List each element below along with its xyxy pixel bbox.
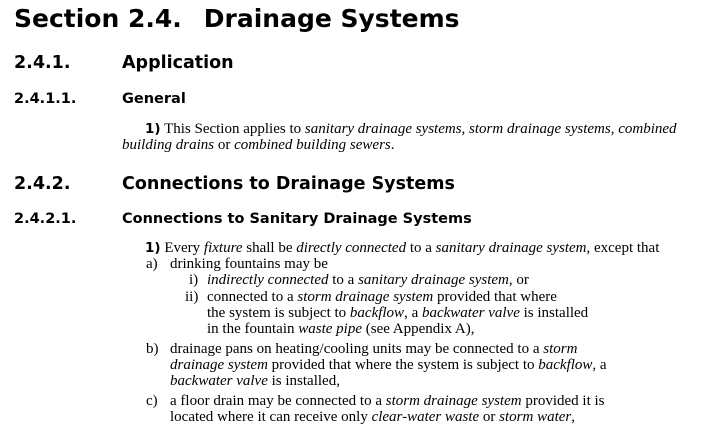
subsection-number-2-4-1: 2.4.1. (14, 53, 71, 73)
section-heading (14, 2, 460, 36)
article-title-general: General (122, 91, 186, 107)
subclause-i-text: indirectly connected to a sanitary drainage system, or (207, 272, 529, 288)
clause-c-line-1: a floor drain may be connected to a storm drainage system provided it is (170, 393, 605, 409)
article-title-sanitary-connections: Connections to Sanitary Drainage Systems (122, 211, 472, 227)
sentence-2-4-1-1-line-1: 1) This Section applies to sanitary drainage systems, storm drainage systems, combined (145, 121, 677, 137)
subsection-number-2-4-2: 2.4.2. (14, 174, 71, 194)
subclause-ii-line-3: in the fountain waste pipe (see Appendix A), (207, 321, 475, 337)
section-title: Drainage Systems (203, 4, 460, 33)
subclause-ii-line-1: connected to a storm drainage system provided that where (207, 289, 557, 305)
article-number-2-4-1-1: 2.4.1.1. (14, 91, 77, 107)
sentence-number: 1) (145, 121, 161, 137)
sentence-2-4-1-1-line-2: building drains or combined building sewers. (122, 137, 395, 153)
clause-b-line-2: drainage system provided that where the system is subject to backflow, a (170, 357, 607, 373)
sentence-number: 1) (145, 240, 161, 256)
defined-term: building drains (122, 137, 215, 153)
clause-b-label: b) (146, 341, 159, 357)
subsection-title-application: Application (122, 53, 234, 73)
subsection-title-connections: Connections to Drainage Systems (122, 174, 455, 194)
article-number-2-4-2-1: 2.4.2.1. (14, 211, 77, 227)
subclause-i-label: i) (189, 272, 199, 288)
subclause-ii-line-2: the system is subject to backflow, a backwater valve is installed (207, 305, 589, 321)
subclause-ii-label: ii) (185, 289, 199, 305)
defined-term: sanitary drainage systems, storm drainage systems, combined (304, 121, 677, 137)
clause-a-label: a) (146, 256, 158, 272)
clause-b-line-3: backwater valve is installed, (170, 373, 340, 389)
sentence-2-4-2-1-line-1: 1) Every fixture shall be directly connected to a sanitary drainage system, except that (145, 240, 660, 256)
section-label: Section 2.4. (14, 4, 182, 33)
clause-c-line-2: located where it can receive only clear-water waste or storm water, (170, 409, 576, 425)
clause-c-label: c) (146, 393, 158, 409)
defined-term: combined building sewers (234, 137, 391, 153)
clause-a-text: drinking fountains may be (170, 256, 328, 272)
clause-b-line-1: drainage pans on heating/cooling units may be connected to a storm (170, 341, 578, 357)
